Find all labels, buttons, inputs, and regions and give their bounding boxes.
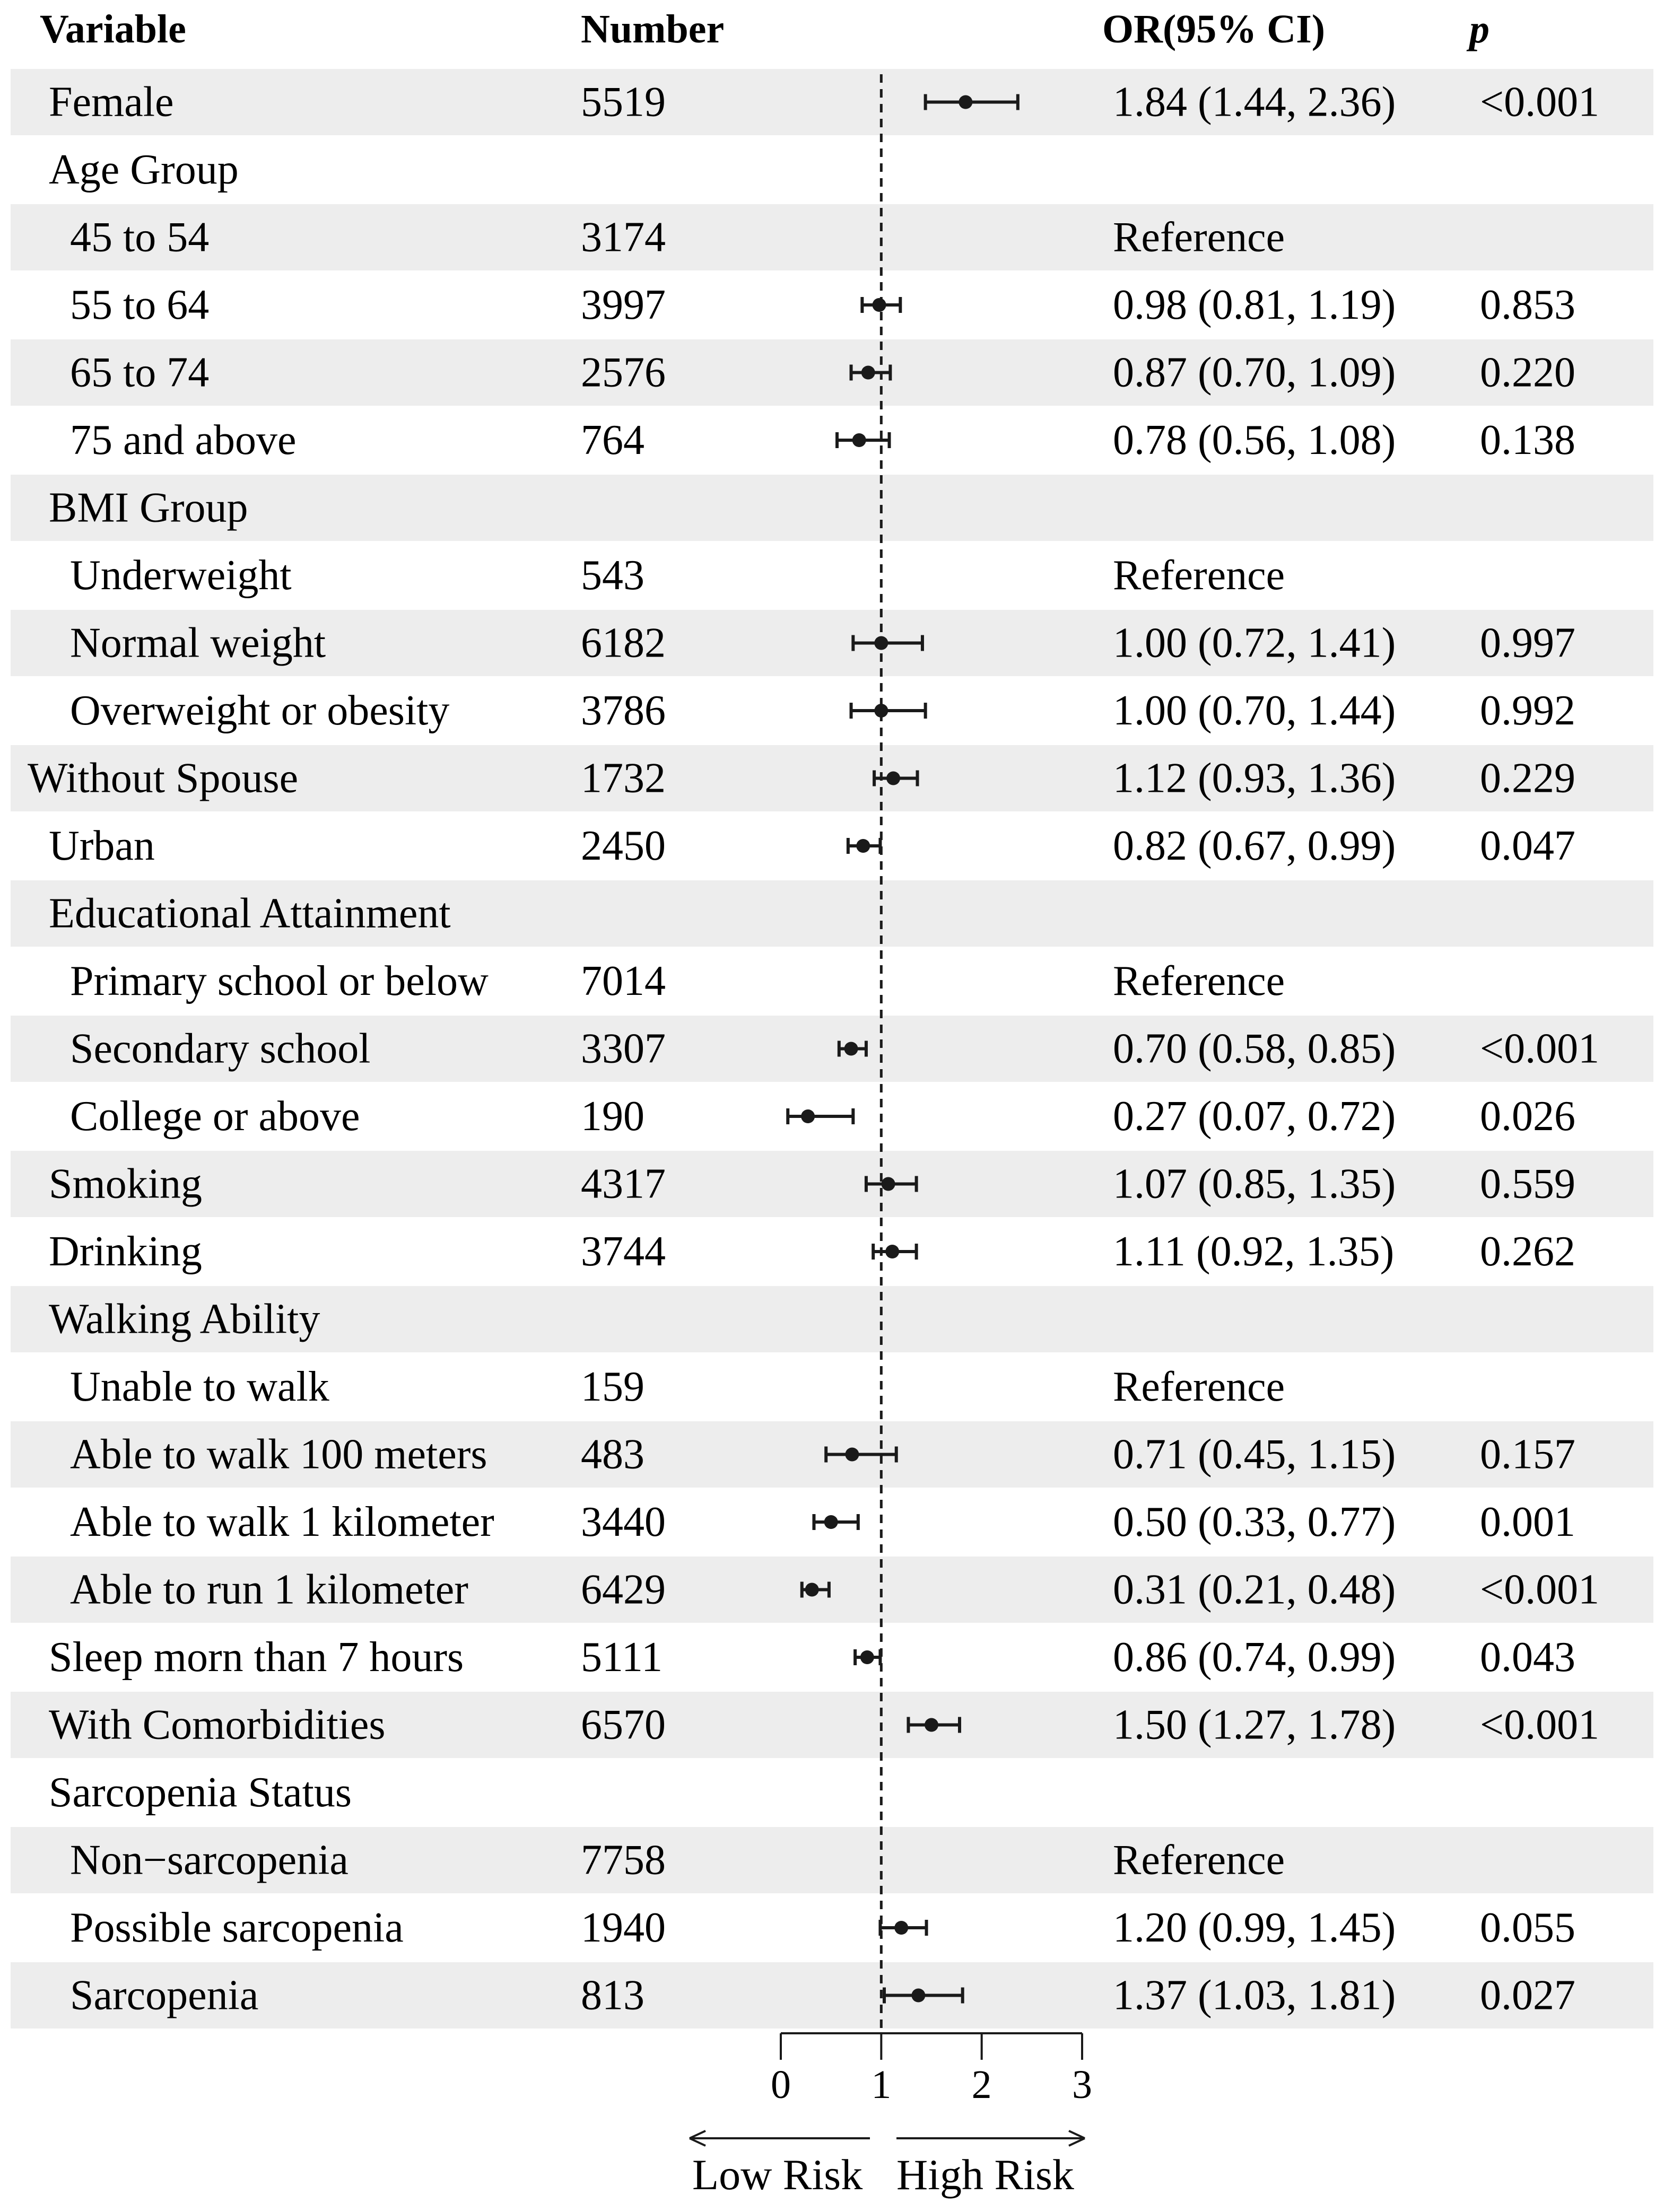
odds-ratio-point [911, 1989, 925, 2003]
variable-label: 75 and above [70, 417, 297, 464]
header-p: p [1469, 7, 1489, 51]
p-value-cell: <0.001 [1480, 1025, 1600, 1072]
number-cell: 764 [581, 417, 644, 464]
table-row [49, 1634, 1575, 1681]
variable-label: Age Group [49, 146, 239, 193]
or-ci-cell: Reference [1113, 958, 1285, 1004]
number-cell: 813 [581, 1972, 644, 2019]
or-ci-cell: 0.82 (0.67, 0.99) [1113, 823, 1396, 869]
variable-label: Normal weight [70, 619, 326, 667]
number-cell: 543 [581, 552, 644, 599]
variable-label: Sarcopenia Status [49, 1769, 352, 1816]
table-row [49, 1228, 1575, 1275]
variable-label: Smoking [49, 1160, 202, 1208]
odds-ratio-point [882, 1177, 895, 1191]
or-ci-cell: 1.84 (1.44, 2.36) [1113, 78, 1396, 126]
or-ci-cell: 1.00 (0.72, 1.41) [1113, 619, 1396, 667]
variable-label: Drinking [49, 1228, 202, 1275]
number-cell: 483 [581, 1431, 644, 1478]
table-row [70, 1363, 1285, 1410]
number-cell: 6570 [581, 1701, 666, 1748]
p-value-cell: <0.001 [1480, 78, 1600, 126]
or-ci-cell: 0.70 (0.58, 0.85) [1113, 1025, 1396, 1072]
variable-label: Female [49, 78, 174, 126]
variable-label: Primary school or below [70, 958, 489, 1004]
variable-label: 45 to 54 [70, 214, 210, 261]
number-cell: 3997 [581, 282, 666, 328]
variable-label: With Comorbidities [49, 1701, 386, 1748]
row-stripe [11, 204, 1653, 270]
odds-ratio-point [885, 1245, 899, 1258]
variable-label: Possible sarcopenia [70, 1904, 404, 1951]
or-ci-cell: 1.11 (0.92, 1.35) [1113, 1228, 1395, 1275]
table-row [49, 146, 239, 193]
header-or-ci: OR(95% CI) [1102, 7, 1326, 51]
odds-ratio-point [845, 1448, 859, 1462]
variable-label: Non−sarcopenia [70, 1837, 349, 1884]
p-value-cell: 0.043 [1480, 1634, 1575, 1681]
x-tick-label: 3 [1072, 2062, 1092, 2107]
number-cell: 190 [581, 1093, 644, 1140]
p-value-cell: 0.992 [1480, 687, 1575, 734]
table-row [49, 1769, 352, 1816]
p-value-cell: 0.138 [1480, 417, 1575, 464]
variable-label: Sarcopenia [70, 1972, 259, 2019]
number-cell: 3307 [581, 1025, 666, 1072]
number-cell: 7758 [581, 1837, 666, 1884]
number-cell: 7014 [581, 958, 666, 1004]
p-value-cell: 0.027 [1480, 1972, 1575, 2019]
low-risk-label: Low Risk [692, 2150, 863, 2199]
high-risk-label: High Risk [896, 2150, 1074, 2199]
or-ci-cell: 0.86 (0.74, 0.99) [1113, 1634, 1396, 1681]
or-ci-cell: 0.27 (0.07, 0.72) [1113, 1093, 1396, 1140]
x-tick-label: 2 [971, 2062, 992, 2107]
number-cell: 159 [581, 1363, 644, 1410]
variable-label: Sleep morn than 7 hours [49, 1634, 464, 1681]
odds-ratio-point [959, 95, 972, 109]
p-value-cell: 0.853 [1480, 282, 1575, 328]
variable-label: Able to run 1 kilometer [70, 1566, 468, 1613]
variable-label: Able to walk 1 kilometer [70, 1499, 494, 1545]
p-value-cell: 0.220 [1480, 349, 1575, 396]
odds-ratio-point [873, 298, 886, 312]
table-row [70, 1904, 1575, 1951]
table-row [70, 1499, 1575, 1545]
odds-ratio-point [860, 1650, 874, 1664]
odds-ratio-point [801, 1109, 815, 1123]
p-value-cell: 0.559 [1480, 1160, 1575, 1208]
number-cell: 5111 [581, 1634, 663, 1681]
or-ci-cell: Reference [1113, 214, 1285, 261]
number-cell: 2450 [581, 823, 666, 869]
or-ci-cell: Reference [1113, 1837, 1285, 1884]
or-ci-cell: 0.31 (0.21, 0.48) [1113, 1566, 1396, 1613]
or-ci-cell: Reference [1113, 552, 1285, 599]
or-ci-cell: 0.87 (0.70, 1.09) [1113, 349, 1396, 396]
table-row [49, 890, 451, 937]
odds-ratio-point [805, 1583, 819, 1597]
variable-label: 65 to 74 [70, 349, 210, 396]
or-ci-cell: Reference [1113, 1363, 1285, 1410]
p-value-cell: 0.229 [1480, 755, 1575, 802]
number-cell: 1732 [581, 755, 666, 802]
variable-label: Educational Attainment [49, 890, 451, 937]
header-variable: Variable [40, 7, 186, 51]
odds-ratio-point [886, 772, 900, 785]
number-cell: 3786 [581, 687, 666, 734]
number-cell: 2576 [581, 349, 666, 396]
table-row [70, 552, 1285, 599]
or-ci-cell: 0.78 (0.56, 1.08) [1113, 417, 1396, 464]
p-value-cell: <0.001 [1480, 1701, 1600, 1748]
table-row [70, 958, 1285, 1004]
variable-label: Without Spouse [28, 755, 299, 802]
x-tick-label: 1 [871, 2062, 892, 2107]
or-ci-cell: 1.00 (0.70, 1.44) [1113, 687, 1396, 734]
or-ci-cell: 0.50 (0.33, 0.77) [1113, 1499, 1396, 1545]
p-value-cell: 0.055 [1480, 1904, 1575, 1951]
variable-label: Able to walk 100 meters [70, 1431, 487, 1478]
or-ci-cell: 0.98 (0.81, 1.19) [1113, 282, 1396, 328]
odds-ratio-point [852, 433, 866, 447]
number-cell: 3174 [581, 214, 666, 261]
odds-ratio-point [856, 839, 870, 853]
variable-label: 55 to 64 [70, 282, 210, 328]
variable-label: Overweight or obesity [70, 687, 450, 734]
odds-ratio-point [844, 1042, 858, 1056]
table-row [70, 687, 1575, 734]
odds-ratio-point [894, 1921, 908, 1935]
x-tick-label: 0 [771, 2062, 791, 2107]
number-cell: 5519 [581, 78, 666, 126]
p-value-cell: 0.001 [1480, 1499, 1575, 1545]
p-value-cell: 0.157 [1480, 1431, 1575, 1478]
or-ci-cell: 1.37 (1.03, 1.81) [1113, 1972, 1396, 2019]
row-stripe [11, 1151, 1653, 1217]
p-value-cell: <0.001 [1480, 1566, 1600, 1613]
p-value-cell: 0.026 [1480, 1093, 1575, 1140]
number-cell: 4317 [581, 1160, 666, 1208]
table-row [70, 1093, 1575, 1140]
number-cell: 6429 [581, 1566, 666, 1613]
table-row [49, 823, 1575, 869]
variable-label: College or above [70, 1093, 360, 1140]
table-row [70, 282, 1575, 328]
table-row [49, 485, 248, 531]
or-ci-cell: 1.20 (0.99, 1.45) [1113, 1904, 1396, 1951]
number-cell: 3440 [581, 1499, 666, 1545]
or-ci-cell: 1.50 (1.27, 1.78) [1113, 1701, 1396, 1748]
p-value-cell: 0.997 [1480, 619, 1575, 667]
odds-ratio-point [824, 1515, 838, 1529]
variable-label: Underweight [70, 552, 292, 599]
variable-label: Walking Ability [49, 1296, 320, 1343]
table-row [49, 1296, 320, 1343]
table-row [70, 417, 1575, 464]
variable-label: BMI Group [49, 484, 248, 531]
or-ci-cell: 1.07 (0.85, 1.35) [1113, 1160, 1396, 1208]
row-stripe [11, 339, 1653, 406]
row-stripe [11, 69, 1653, 135]
p-value-cell: 0.262 [1480, 1228, 1575, 1275]
variable-label: Urban [49, 823, 155, 869]
row-stripe [11, 475, 1653, 541]
number-cell: 1940 [581, 1904, 666, 1951]
odds-ratio-point [925, 1718, 938, 1732]
or-ci-cell: 1.12 (0.93, 1.36) [1113, 755, 1396, 802]
header-number: Number [581, 7, 725, 51]
odds-ratio-point [861, 366, 875, 380]
number-cell: 3744 [581, 1228, 666, 1275]
or-ci-cell: 0.71 (0.45, 1.15) [1113, 1431, 1396, 1478]
number-cell: 6182 [581, 619, 666, 667]
p-value-cell: 0.047 [1480, 823, 1575, 869]
variable-label: Unable to walk [70, 1363, 329, 1410]
variable-label: Secondary school [70, 1025, 371, 1072]
